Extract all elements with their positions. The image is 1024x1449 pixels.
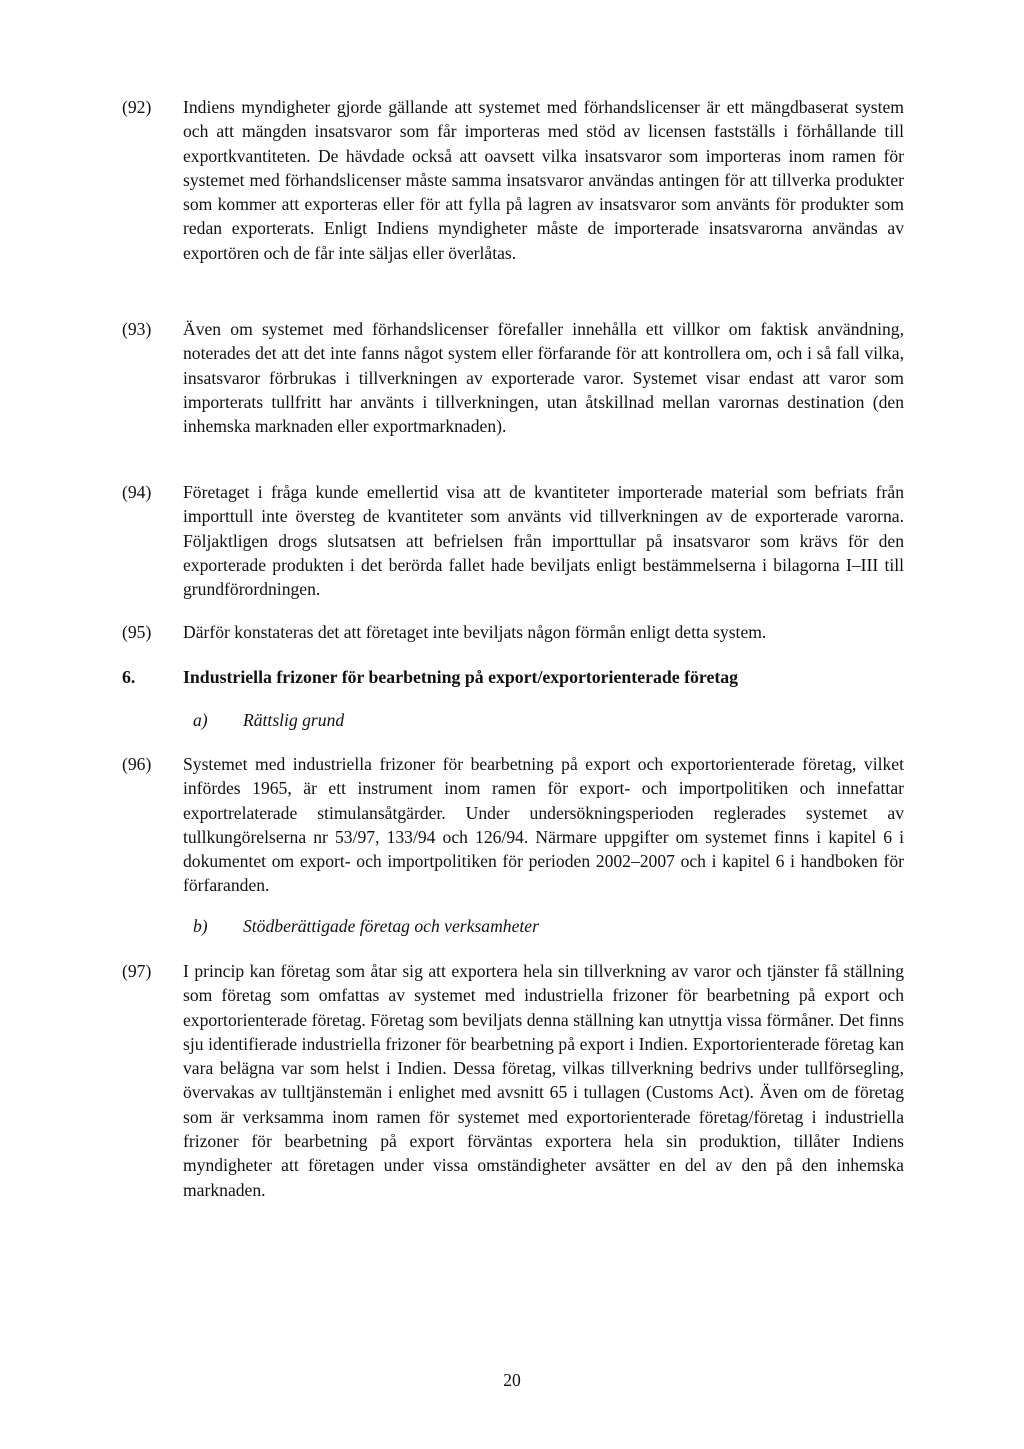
paragraph-number: (95) (122, 622, 152, 642)
section-number: 6. (122, 667, 136, 687)
paragraph-number: (97) (122, 961, 152, 981)
paragraph-text: I princip kan företag som åtar sig att exportera hela sin tillverkning av varor och tjänster få ställning som företag som omfattas av systemet med industriella frizoner för bearbetning på export och exportorienterade företag. Företag som beviljats denna ställning kan utnyttja vissa förmåner. Det finns sju identifierade industriella frizoner för bearbetning på export i Indien. Exportorienterade företag kan vara belägna var som helst i Indien. Dessa företag, vilkas tillverkning bedrivs under tullförsegling, övervakas av tulltjänstemän i enlighet med avsnitt 65 i tullagen (Customs Act). Även om de företag som är verksamma inom ramen för systemet med exportorienterade företag/företag i industriella frizoner för bearbetning på export förväntas exportera hela sin produktion, tillåter Indiens myndigheter att företagen under vissa omständigheter avsätter en del av den på den inhemska marknaden. (183, 961, 904, 1200)
paragraph-93 (122, 317, 912, 438)
paragraph-number: (92) (122, 97, 152, 117)
subsection-heading-a (193, 708, 344, 732)
paragraph-number: (96) (122, 754, 152, 774)
subsection-heading-b (193, 914, 539, 938)
paragraph-95 (122, 620, 912, 644)
paragraph-94 (122, 480, 912, 601)
paragraph-97 (122, 959, 912, 1202)
subsection-label: b) (193, 916, 208, 936)
subsection-title: Rättslig grund (243, 710, 345, 730)
page-number: 20 (503, 1370, 521, 1390)
paragraph-text: Indiens myndigheter gjorde gällande att systemet med förhandslicenser är ett mängdbaserat system och att mängden insatsvaror som får importeras med stöd av licensen fastställs i förhållande till exportkvantiteten. De hävdade också att oavsett vilka insatsvaror som importeras inom ramen för systemet med förhandslicenser måste samma insatsvaror användas antingen för att tillverka produkter som kommer att exporteras eller för att fylla på lagren av insatsvaror som använts för produkter som redan exporterats. Enligt Indiens myndigheter måste de importerade insatsvarorna användas av exportören och de får inte säljas eller överlåtas. (183, 97, 904, 263)
paragraph-text: Systemet med industriella frizoner för bearbetning på export och exportorienterade företag, vilket infördes 1965, är ett instrument inom ramen för export- och importpolitiken och innefattar exportrelaterade stimulansåtgärder. Under undersökningsperioden reglerades systemet av tullkungörelserna nr 53/97, 133/94 och 126/94. Närmare uppgifter om systemet finns i kapitel 6 i dokumentet om export- och importpolitiken för perioden 2002–2007 och i kapitel 6 i handboken för förfaranden. (183, 754, 904, 896)
subsection-label: a) (193, 710, 208, 730)
subsection-title: Stödberättigade företag och verksamheter (243, 916, 539, 936)
paragraph-96 (122, 752, 912, 898)
paragraph-92 (122, 95, 912, 265)
paragraph-text: Företaget i fråga kunde emellertid visa att de kvantiteter importerade material som befriats från importtull inte översteg de kvantiteter som använts vid tillverkningen av de exporterade varorna. Följaktligen drogs slutsatsen att befrielsen från importtullar på insatsvaror som krävs för den exporterade produkten i det berörda fallet hade beviljats enligt bestämmelserna i bilagorna I–III till grundförordningen. (183, 482, 904, 600)
paragraph-text: Även om systemet med förhandslicenser förefaller innehålla ett villkor om faktisk användning, noterades det att det inte fanns något system eller förfarande för att kontrollera om, och i så fall vilka, insatsvaror förbrukas i tillverkningen av exporterade varor. Systemet visar endast att varor som importerats tullfritt har använts i tillverkningen, utan åtskillnad mellan varornas destination (den inhemska marknaden eller exportmarknaden). (183, 319, 904, 437)
paragraph-number: (94) (122, 482, 152, 502)
paragraph-text: Därför konstateras det att företaget inte beviljats någon förmån enligt detta system. (183, 622, 767, 642)
section-title: Industriella frizoner för bearbetning på export/exportorienterade företag (183, 667, 739, 687)
paragraph-number: (93) (122, 319, 152, 339)
